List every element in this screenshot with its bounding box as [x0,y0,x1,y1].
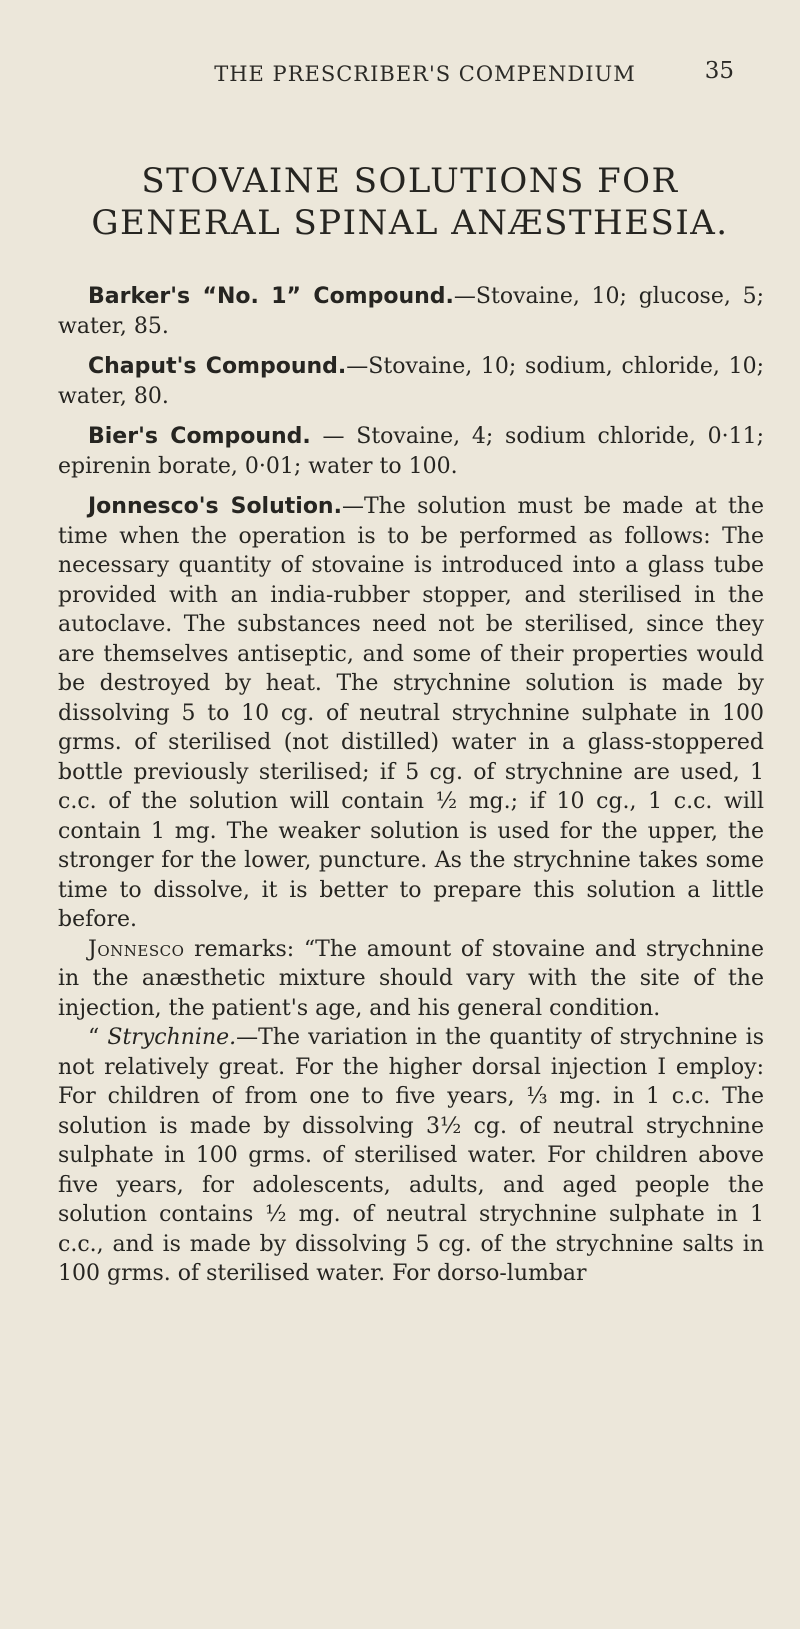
entry-heading: Bier's Compound. [88,424,311,449]
entry-text: — Stovaine, 4; sodium chloride, 0·11; epirenin borate, 0·01; water to 100. [58,424,765,479]
open-quote: “ [88,1025,108,1050]
entry-text: —The solution must be made at the time when the operation is to be performed as follows: The necessary quantity of stovaine is introduced into a glass tube provided with an india-rubber stopper, and sterilised in the autoclave. The substances need not be sterilised, since they are themselves antiseptic, and some of their properties would be destroyed by heat. The strychnine solution is made by dissolving 5 to 10 cg. of neutral strychnine sulphate in 100 grms. of sterilised (not distilled) water in a glass-stoppered bottle previously sterilised; if 5 cg. of strychnine are used, 1 c.c. of the solution will contain ½ mg.; if 10 cg., 1 c.c. will contain 1 mg. The weaker solution is used for the upper, the stronger for the lower, puncture. As the strychnine takes some time to dissolve, it is better to prepare this solution a little before. [58,494,764,932]
entry-bier [58,422,764,481]
entry-text: —Stovaine, 10; glucose, 5; water, 85. [58,284,765,339]
author-name: Jonnesco [88,936,185,962]
title-line-2: GENERAL SPINAL ANÆSTHESIA. [91,203,729,243]
entry-heading: Barker's “No. 1” Compound. [88,284,454,309]
paragraph-strychnine [58,1023,764,1289]
paragraph-jonnesco-remarks [58,935,764,1024]
paragraph-text: remarks: “The amount of stovaine and strychnine in the anæsthetic mixture should vary with the site of the injection, the patient's age, and his general condition. [58,936,764,1021]
entry-chaput [58,352,764,411]
entry-jonnesco [58,492,764,935]
running-head: THE PRESCRIBER'S COMPENDIUM [214,62,636,86]
page-number: 35 [704,58,734,84]
entry-heading: Chaput's Compound. [88,354,347,379]
subheading-strychnine: Strychnine. [107,1025,237,1050]
paragraph-text: —The variation in the quantity of strychnine is not relatively great. For the higher dorsal injection I employ: For children of from one to five years, ⅓ mg. in 1 c.c. The solution is made by dissolving 3½ cg. of neutral strychnine sulphate in 100 grms. of sterilised water. For children above five years, for adolescents, adults, and aged people the solution contains ½ mg. of neutral strychnine sulphate in 1 c.c., and is made by dissolving 5 cg. of the strychnine salts in 100 grms. of sterilised water. For dorso-lumbar [58,1025,764,1286]
entry-barker [58,282,764,341]
title-line-1: STOVAINE SOLUTIONS FOR [141,161,679,201]
entry-text: —Stovaine, 10; sodium, chloride, 10; water, 80. [58,354,764,409]
body-text [58,282,764,1289]
entry-heading: Jonnesco's Solution. [88,494,342,519]
section-title [60,160,760,244]
